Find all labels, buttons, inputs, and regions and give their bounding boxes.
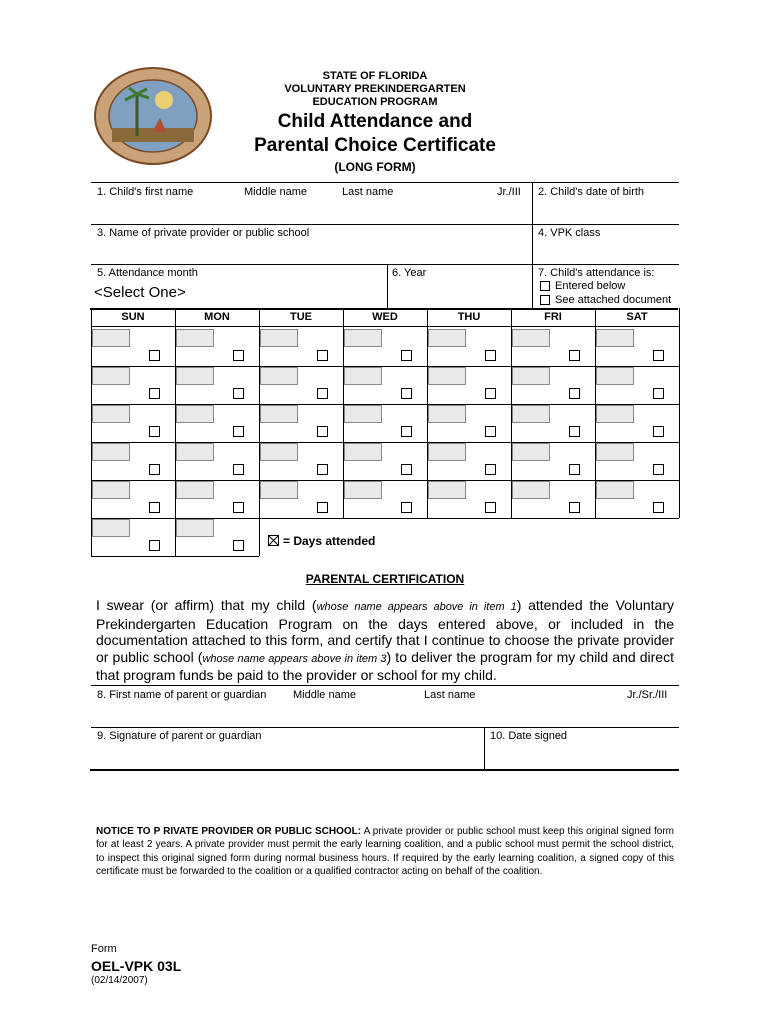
form-title-line2: Parental Choice Certificate: [254, 135, 496, 156]
grid-line: [91, 556, 259, 557]
date-input[interactable]: [92, 329, 130, 347]
date-input[interactable]: [344, 329, 382, 347]
date-input[interactable]: [344, 481, 382, 499]
header-state: STATE OF FLORIDA: [322, 70, 428, 82]
date-input[interactable]: [512, 481, 550, 499]
attended-checkbox[interactable]: [233, 426, 244, 437]
parent-first-name-label: 8. First name of parent or guardian: [97, 689, 267, 701]
attended-checkbox[interactable]: [317, 426, 328, 437]
attended-checkbox[interactable]: [233, 540, 244, 551]
day-header-sun: SUN: [121, 311, 145, 323]
date-input[interactable]: [428, 405, 466, 423]
day-header-tue: TUE: [290, 311, 312, 323]
divider: [484, 727, 485, 770]
day-header-sat: SAT: [626, 311, 648, 323]
days-attended-legend-icon: [268, 535, 279, 546]
form-title-line1: Child Attendance and: [277, 111, 473, 132]
attended-checkbox[interactable]: [569, 388, 580, 399]
date-input[interactable]: [176, 443, 214, 461]
attended-checkbox[interactable]: [233, 350, 244, 361]
divider: [91, 264, 679, 265]
divider: [532, 182, 533, 308]
attended-checkbox[interactable]: [149, 502, 160, 513]
see-attached-label: See attached document: [555, 294, 672, 306]
day-header-mon: MON: [204, 311, 230, 323]
form-date: (02/14/2007): [91, 975, 148, 986]
attended-checkbox[interactable]: [317, 502, 328, 513]
child-middle-name-label: Middle name: [244, 186, 307, 198]
days-attended-legend: = Days attended: [283, 534, 376, 548]
entered-below-checkbox[interactable]: [540, 281, 550, 291]
grid-line: [679, 308, 680, 518]
state-seal: [92, 66, 214, 166]
form-label: Form: [91, 943, 117, 955]
attended-checkbox[interactable]: [569, 502, 580, 513]
attended-checkbox[interactable]: [653, 388, 664, 399]
attended-checkbox[interactable]: [401, 502, 412, 513]
date-input[interactable]: [596, 405, 634, 423]
attended-checkbox[interactable]: [233, 388, 244, 399]
grid-line: [259, 518, 679, 519]
date-input[interactable]: [260, 443, 298, 461]
divider: [91, 685, 679, 686]
attended-checkbox[interactable]: [653, 426, 664, 437]
child-last-name-label: Last name: [342, 186, 394, 198]
attended-checkbox[interactable]: [485, 464, 496, 475]
date-input[interactable]: [428, 481, 466, 499]
parent-suffix-label: Jr./Sr./III: [627, 689, 668, 701]
divider: [91, 326, 679, 327]
day-header-wed: WED: [372, 311, 398, 323]
attended-checkbox[interactable]: [569, 350, 580, 361]
date-input[interactable]: [176, 367, 214, 385]
parent-middle-name-label: Middle name: [293, 689, 356, 701]
date-input[interactable]: [260, 405, 298, 423]
date-input[interactable]: [260, 367, 298, 385]
child-first-name-label: 1. Child's first name: [97, 186, 194, 198]
attended-checkbox[interactable]: [149, 426, 160, 437]
divider: [91, 224, 679, 225]
date-input[interactable]: [92, 367, 130, 385]
date-input[interactable]: [260, 329, 298, 347]
date-input[interactable]: [512, 329, 550, 347]
attendance-month-label: 5. Attendance month: [97, 267, 198, 279]
date-input[interactable]: [92, 519, 130, 537]
date-input[interactable]: [596, 443, 634, 461]
date-input[interactable]: [428, 329, 466, 347]
year-label: 6. Year: [392, 267, 427, 279]
divider: [91, 727, 679, 728]
attendance-month-select[interactable]: <Select One>: [94, 284, 186, 301]
day-header-thu: THU: [457, 311, 481, 323]
certification-text: I swear (or affirm) that my child (whose name appears above in item 1) attended the Voluntary Prekindergarten Education Program on the days entered above, or included in the documentation attached to this form, and certify that I continue to choose the private provider or public school (whose name appears above in item 3) to deliver the program for my child and direct that program funds be paid to the provider or school for my child.: [96, 597, 674, 683]
attended-checkbox[interactable]: [485, 388, 496, 399]
date-input[interactable]: [260, 481, 298, 499]
attended-checkbox[interactable]: [233, 464, 244, 475]
attended-checkbox[interactable]: [317, 350, 328, 361]
attended-checkbox[interactable]: [149, 464, 160, 475]
date-input[interactable]: [512, 367, 550, 385]
attended-checkbox[interactable]: [569, 426, 580, 437]
child-suffix-label: Jr./III: [497, 186, 521, 198]
divider: [91, 182, 679, 183]
attended-checkbox[interactable]: [401, 464, 412, 475]
attended-checkbox[interactable]: [401, 350, 412, 361]
date-input[interactable]: [596, 329, 634, 347]
date-input[interactable]: [428, 443, 466, 461]
date-input[interactable]: [512, 443, 550, 461]
signature-label: 9. Signature of parent or guardian: [97, 730, 262, 742]
attended-checkbox[interactable]: [149, 388, 160, 399]
attended-checkbox[interactable]: [401, 388, 412, 399]
date-input[interactable]: [596, 481, 634, 499]
day-header-fri: FRI: [544, 311, 562, 323]
attended-checkbox[interactable]: [569, 464, 580, 475]
date-input[interactable]: [92, 405, 130, 423]
date-input[interactable]: [176, 481, 214, 499]
parent-last-name-label: Last name: [424, 689, 476, 701]
notice-text: NOTICE TO P RIVATE PROVIDER OR PUBLIC SCHOOL: A private provider or public school must keep this original signed form for at least 2 years. A private provider must permit the early learning coalition, and a public school must permit the school district, to inspect this original signed form during normal business hours. If required by the early learning coalition, a signed copy of this certificate must be forwarded to the coalition or a qualified contractor acting on behalf of the coalition.: [96, 826, 674, 877]
attended-checkbox[interactable]: [653, 464, 664, 475]
calendar-top-border: [90, 308, 678, 310]
attended-checkbox[interactable]: [149, 540, 160, 551]
date-input[interactable]: [176, 329, 214, 347]
attended-checkbox[interactable]: [401, 426, 412, 437]
date-input[interactable]: [92, 443, 130, 461]
form-subtitle: (LONG FORM): [334, 160, 416, 174]
attendance-type-label: 7. Child's attendance is:: [538, 267, 655, 279]
attended-checkbox[interactable]: [485, 426, 496, 437]
date-input[interactable]: [344, 367, 382, 385]
date-input[interactable]: [428, 367, 466, 385]
date-input[interactable]: [512, 405, 550, 423]
certification-heading: PARENTAL CERTIFICATION: [305, 572, 465, 586]
see-attached-checkbox[interactable]: [540, 295, 550, 305]
attended-checkbox[interactable]: [485, 502, 496, 513]
attended-checkbox[interactable]: [317, 388, 328, 399]
date-signed-label: 10. Date signed: [490, 730, 568, 742]
child-dob-label: 2. Child's date of birth: [538, 186, 645, 198]
date-input[interactable]: [596, 367, 634, 385]
attended-checkbox[interactable]: [233, 502, 244, 513]
header-program-2: EDUCATION PROGRAM: [312, 96, 438, 108]
date-input[interactable]: [344, 405, 382, 423]
divider: [387, 264, 388, 308]
form-id: OEL-VPK 03L: [91, 958, 182, 974]
attended-checkbox[interactable]: [149, 350, 160, 361]
header-program: VOLUNTARY PREKINDERGARTEN: [284, 83, 466, 95]
date-input[interactable]: [92, 481, 130, 499]
date-input[interactable]: [344, 443, 382, 461]
attended-checkbox[interactable]: [317, 464, 328, 475]
provider-label: 3. Name of private provider or public school: [97, 227, 310, 239]
attended-checkbox[interactable]: [653, 350, 664, 361]
vpk-class-label: 4. VPK class: [538, 227, 601, 239]
date-input[interactable]: [176, 405, 214, 423]
attended-checkbox[interactable]: [653, 502, 664, 513]
signature-bottom-border: [90, 769, 679, 771]
attended-checkbox[interactable]: [485, 350, 496, 361]
date-input[interactable]: [176, 519, 214, 537]
entered-below-label: Entered below: [555, 280, 626, 292]
